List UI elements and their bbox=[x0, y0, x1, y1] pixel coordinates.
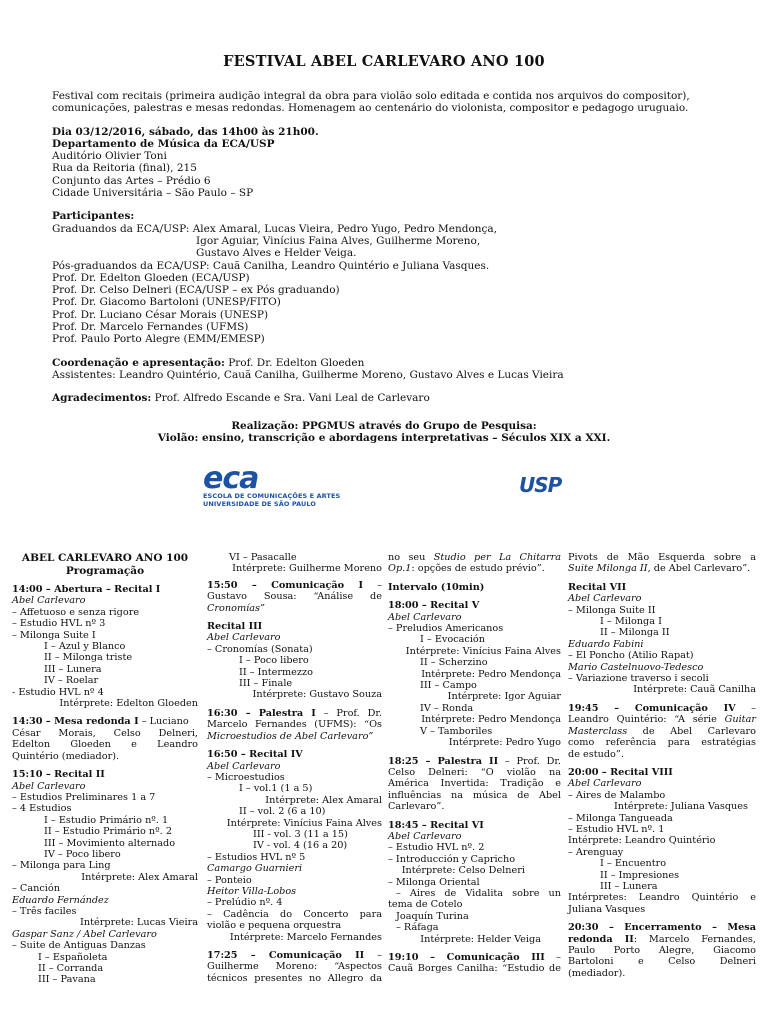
performer: Intérprete: Helder Veiga bbox=[420, 933, 541, 945]
session-text: técnicos presentes no Allegro da bbox=[207, 972, 382, 984]
performer: Intérprete: Cauã Canilha bbox=[633, 684, 756, 696]
list-item: – 4 Estudios bbox=[12, 803, 72, 815]
list-item: tema de Cotelo bbox=[388, 899, 463, 911]
list-subitem: I – Poco libero bbox=[239, 655, 309, 667]
session-text: redonda II: Marcelo Fernandes, bbox=[568, 933, 756, 945]
list-subitem: I – Evocación bbox=[420, 634, 486, 646]
list-item: – Microestudios bbox=[207, 771, 285, 783]
header-section bbox=[52, 0, 716, 444]
list-subitem: IV - vol. 4 (16 a 20) bbox=[253, 840, 348, 852]
address-line: Conjunto das Artes – Prédio 6 bbox=[52, 174, 211, 187]
session-title: Intervalo (10min) bbox=[388, 581, 485, 593]
performer: Intérprete: Guilherme Moreno bbox=[232, 563, 382, 575]
performer: Intérprete: Alex Amaral bbox=[81, 871, 198, 883]
composer: Abel Carlevaro bbox=[568, 778, 642, 790]
composer: Camargo Guarnieri bbox=[207, 863, 303, 875]
intro-text: Festival com recitais (primeira audição integral da obra para violão solo editada e contida nos arquivos do compositor), comunicações, palestras e mesas redondas. Homenagem ao centenário do violonista, compositor e pedagogo uruguaio. bbox=[52, 90, 690, 115]
session-title: 18:45 – Recital VI bbox=[388, 819, 484, 831]
session-text: Gustavo Sousa: “Análise de bbox=[207, 591, 382, 603]
composer: Abel Carlevaro bbox=[12, 780, 86, 792]
list-subitem: VI – Pasacalle bbox=[229, 552, 297, 563]
list-item: – Estudio HVL nº 3 bbox=[12, 618, 106, 630]
session-text: César Morais, Celso Delneri, bbox=[12, 727, 198, 739]
session-title: 18:00 – Recital V bbox=[388, 600, 480, 612]
list-subitem: I – Encuentro bbox=[600, 858, 667, 870]
session-text: de estudo”. bbox=[568, 748, 624, 760]
address-line: Rua da Reitoria (final), 215 bbox=[52, 162, 197, 175]
list-subitem: II – Milonga II bbox=[600, 627, 670, 639]
professor: Prof. Dr. Celso Delneri (ECA/USP – ex Pós graduando) bbox=[52, 284, 340, 297]
session-text: América Invertida: Tradição e bbox=[388, 778, 561, 790]
list-subitem: II – Corranda bbox=[38, 963, 104, 974]
session-text: Guilherme Moreno: “Aspectos bbox=[207, 961, 382, 973]
list-item: – Canción bbox=[12, 883, 60, 895]
list-item: – Estudio HVL nº. 2 bbox=[388, 842, 485, 854]
list-item: – Variazione traverso i secoli bbox=[568, 673, 709, 685]
composer: Abel Carlevaro bbox=[568, 593, 642, 605]
session-text: 19:10 – Comunicação III – bbox=[388, 952, 561, 963]
session-title: Recital VII bbox=[568, 581, 627, 593]
session-text: 15:50 – Comunicação I – bbox=[207, 579, 382, 591]
session-text: Masterclass de Abel Carlevaro bbox=[568, 725, 756, 737]
list-subitem: III - vol. 3 (11 a 15) bbox=[253, 828, 348, 840]
performer: Juliana Vasques bbox=[568, 903, 646, 915]
list-subitem: II – Scherzino bbox=[420, 657, 488, 669]
performer: Intérprete: Gustavo Souza bbox=[252, 689, 382, 701]
composer: Eduardo Fabini bbox=[568, 638, 644, 650]
performer: Intérprete: Juliana Vasques bbox=[613, 801, 748, 813]
list-subitem: IV – Roelar bbox=[44, 675, 99, 687]
composer: Eduardo Fernández bbox=[12, 894, 109, 906]
eca-logo bbox=[203, 461, 393, 515]
performer: Intérprete: Leandro Quintério bbox=[568, 835, 716, 847]
list-item: – Introducción y Capricho bbox=[388, 853, 516, 865]
performer: Intérprete: Lucas Vieira bbox=[80, 917, 198, 929]
list-item: – Milonga para Ling bbox=[12, 860, 111, 872]
performer: Intérprete: Vinícius Faina Alves bbox=[405, 645, 561, 657]
composer: Gaspar Sanz / Abel Carlevaro bbox=[12, 928, 157, 940]
session-text: Cauã Borges Canilha: “Estudio de bbox=[388, 963, 561, 975]
participants-postgrad: Pós-graduandos da ECA/USP: Cauã Canilha, Leandro Quintério e Juliana Vasques. bbox=[52, 259, 490, 272]
session-text: Leandro Quintério: “A série Guitar bbox=[568, 714, 756, 726]
list-subitem: I – vol.1 (1 a 5) bbox=[239, 783, 313, 795]
list-subitem: II – vol. 2 (6 a 10) bbox=[239, 806, 326, 818]
list-subitem: IV – Poco libero bbox=[44, 848, 121, 860]
address-line: Cidade Universitária – São Paulo – SP bbox=[52, 187, 254, 200]
program-column-3 bbox=[388, 552, 561, 975]
thanks: Agradecimentos: Prof. Alfredo Escande e Sra. Vani Leal de Carlevaro bbox=[52, 392, 430, 405]
event-department: Departamento de Música da ECA/USP bbox=[52, 137, 275, 150]
professor: Prof. Dr. Luciano César Morais (UNESP) bbox=[52, 308, 269, 321]
performer: Intérpretes: Leandro Quintério e bbox=[568, 892, 756, 904]
list-item: – Cronomías (Sonata) bbox=[207, 643, 313, 655]
performer: Intérprete: Edelton Gloeden bbox=[59, 698, 198, 710]
session-text: Pivots de Mão Esquerda sobre a bbox=[568, 552, 756, 563]
session-text: Suite Milonga II, de Abel Carlevaro”. bbox=[568, 563, 751, 575]
performer: Intérprete: Pedro Mendonça bbox=[421, 668, 561, 680]
program-column-1 bbox=[12, 552, 198, 986]
program-column-4 bbox=[568, 552, 756, 979]
list-item: - Estudio HVL nº 4 bbox=[12, 686, 104, 698]
session-title: 16:50 – Recital IV bbox=[207, 749, 303, 761]
performer: Intérprete: Vinícius Faina Alves bbox=[226, 817, 382, 829]
list-subitem: V – Tamboriles bbox=[420, 725, 493, 737]
performer: Intérprete: Igor Aguiar bbox=[447, 691, 561, 703]
list-item: – Milonga Oriental bbox=[388, 876, 480, 888]
performer: Intérprete: Pedro Yugo bbox=[448, 737, 561, 749]
session-text: Bartoloni e Celso Delneri bbox=[568, 956, 756, 968]
list-item: – Preludios Americanos bbox=[388, 623, 504, 635]
session-text: (mediador). bbox=[568, 967, 626, 979]
realization-line: Violão: ensino, transcrição e abordagens interpretativas – Séculos XIX a XXI. bbox=[157, 431, 611, 444]
list-subitem: I – Azul y Blanco bbox=[44, 641, 126, 653]
list-subitem: I – Españoleta bbox=[38, 951, 108, 963]
list-subitem: III – Pavana bbox=[38, 974, 96, 986]
session-text: Op.1: opções de estudo prévio”. bbox=[388, 563, 545, 575]
session-text: Quintério (mediador). bbox=[12, 750, 120, 762]
list-item: – Ráfaga bbox=[396, 922, 439, 934]
list-item: – Arenguay bbox=[568, 846, 624, 858]
list-item: – Estudio HVL nº. 1 bbox=[568, 823, 665, 835]
list-subitem: III – Movimiento alternado bbox=[44, 837, 176, 849]
list-item: – Ponteio bbox=[207, 874, 252, 886]
session-text: Celso Delneri: “O violão na bbox=[388, 766, 561, 778]
participants-grad: Graduandos da ECA/USP: Alex Amaral, Lucas Vieira, Pedro Yugo, Pedro Mendonça, bbox=[52, 222, 498, 235]
session-text: Cronomías” bbox=[207, 602, 265, 614]
list-item: – Aires de Malambo bbox=[568, 789, 666, 801]
list-subitem: I – Milonga I bbox=[600, 616, 662, 628]
session-title: Recital III bbox=[207, 621, 263, 633]
list-subitem: II – Intermezzo bbox=[239, 666, 313, 678]
performer: Intérprete: Marcelo Fernandes bbox=[229, 931, 382, 943]
list-subitem: III – Lunera bbox=[44, 663, 102, 675]
session-text: influências na música de Abel bbox=[388, 789, 561, 801]
participants-grad: Igor Aguiar, Vinícius Faina Alves, Guilherme Moreno, bbox=[196, 234, 481, 247]
session-text: 16:30 – Palestra I – Prof. Dr. bbox=[207, 707, 382, 719]
program-columns bbox=[0, 552, 768, 1024]
session-text: 19:45 – Comunicação IV – bbox=[568, 702, 756, 714]
usp-logo: USP bbox=[519, 473, 562, 497]
list-item: – Estudios Preliminares 1 a 7 bbox=[12, 791, 156, 803]
list-item: – Cadência do Concerto para bbox=[207, 908, 382, 920]
list-subitem: III – Campo bbox=[420, 680, 477, 692]
composer: Abel Carlevaro bbox=[12, 595, 86, 607]
participants-label: Participantes: bbox=[52, 210, 135, 223]
list-item: – Milonga Tangueada bbox=[568, 812, 673, 824]
professor: Prof. Dr. Edelton Gloeden (ECA/USP) bbox=[52, 271, 250, 284]
list-subitem: III – Finale bbox=[239, 678, 293, 690]
session-title: 15:10 – Recital II bbox=[12, 769, 105, 781]
address-line: Auditório Olivier Toni bbox=[52, 150, 167, 163]
session-text: Edelton Gloeden e Leandro bbox=[12, 739, 198, 751]
program-subheading: Programação bbox=[65, 564, 145, 577]
list-item: – El Poncho (Atilio Rapat) bbox=[568, 650, 694, 662]
participants-grad: Gustavo Alves e Helder Veiga. bbox=[196, 247, 357, 260]
session-text: 17:25 – Comunicação II – bbox=[207, 950, 382, 961]
performer: Intérprete: Pedro Mendonça bbox=[421, 714, 561, 726]
list-item: – Milonga Suite I bbox=[12, 629, 96, 641]
composer: Abel Carlevaro bbox=[207, 760, 281, 772]
session-text: Paulo Porto Alegre, Giacomo bbox=[568, 945, 756, 956]
professor: Prof. Paulo Porto Alegre (EMM/EMESP) bbox=[52, 333, 265, 346]
list-subitem: II – Estudio Primário nº. 2 bbox=[44, 826, 173, 838]
list-item: – Affetuoso e senza rigore bbox=[12, 606, 140, 618]
composer: Mario Castelnuovo-Tedesco bbox=[568, 661, 704, 673]
composer: Abel Carlevaro bbox=[207, 632, 281, 644]
list-subitem: III – Lunera bbox=[600, 880, 658, 892]
list-subitem: II – Impresiones bbox=[600, 869, 680, 881]
program-column-2 bbox=[207, 552, 382, 984]
assistants: Assistentes: Leandro Quintério, Cauã Canilha, Guilherme Moreno, Gustavo Alves e Lucas Vieira bbox=[52, 368, 564, 381]
composer: Joaquín Turina bbox=[396, 910, 469, 922]
performer: Intérprete: Alex Amaral bbox=[265, 794, 382, 806]
session-text: 18:25 – Palestra II – Prof. Dr. bbox=[388, 755, 561, 767]
eca-logo-subtitle: ESCOLA DE COMUNICAÇÕES E ARTES bbox=[203, 492, 341, 500]
list-subitem: II – Milonga triste bbox=[44, 652, 133, 664]
list-item: – Milonga Suite II bbox=[568, 604, 656, 616]
list-item: – Suite de Antiguas Danzas bbox=[12, 940, 146, 952]
session-text: como referência para estratégias bbox=[568, 737, 756, 749]
session-text: Microestudios de Abel Carlevaro” bbox=[207, 730, 374, 742]
composer: Abel Carlevaro bbox=[388, 611, 462, 623]
eca-logo-subtitle: UNIVERSIDADE DE SÃO PAULO bbox=[203, 499, 317, 508]
page-title: FESTIVAL ABEL CARLEVARO ANO 100 bbox=[223, 53, 545, 70]
list-item: violão e pequena orquestra bbox=[207, 920, 342, 932]
program-heading: ABEL CARLEVARO ANO 100 bbox=[21, 552, 189, 564]
session-title: 20:30 – Encerramento – Mesa bbox=[568, 922, 756, 934]
list-subitem: IV – Ronda bbox=[420, 702, 474, 714]
list-subitem: I – Estudio Primário nº. 1 bbox=[44, 814, 169, 826]
coordination: Coordenação e apresentação: Prof. Dr. Edelton Gloeden bbox=[52, 356, 365, 369]
session-text: 14:30 – Mesa redonda I – Luciano bbox=[12, 716, 189, 728]
list-item: – Três faciles bbox=[12, 905, 77, 917]
realization-line: Realização: PPGMUS através do Grupo de Pesquisa: bbox=[231, 419, 537, 432]
eca-logo-word: eca bbox=[203, 461, 259, 496]
session-text: Carlevaro”. bbox=[388, 801, 445, 813]
session-title: 14:00 – Abertura – Recital I bbox=[12, 584, 161, 595]
professor: Prof. Dr. Giacomo Bartoloni (UNESP/FITO) bbox=[52, 296, 281, 309]
session-text: no seu Studio per La Chitarra bbox=[388, 552, 561, 563]
composer: Abel Carlevaro bbox=[388, 830, 462, 842]
list-item: – Prelúdio nº. 4 bbox=[207, 897, 283, 909]
professor: Prof. Dr. Marcelo Fernandes (UFMS) bbox=[52, 321, 249, 334]
event-date: Dia 03/12/2016, sábado, das 14h00 às 21h00. bbox=[52, 125, 319, 138]
session-title: 20:00 – Recital VIII bbox=[568, 766, 673, 778]
performer: Intérprete: Celso Delneri bbox=[401, 865, 525, 877]
list-item: – Aires de Vidalita sobre un bbox=[396, 887, 561, 899]
logos-row bbox=[0, 461, 768, 515]
composer: Heitor Villa-Lobos bbox=[207, 885, 297, 897]
session-text: Marcelo Fernandes (UFMS): “Os bbox=[207, 719, 382, 731]
list-item: – Estudios HVL nº 5 bbox=[207, 851, 306, 863]
